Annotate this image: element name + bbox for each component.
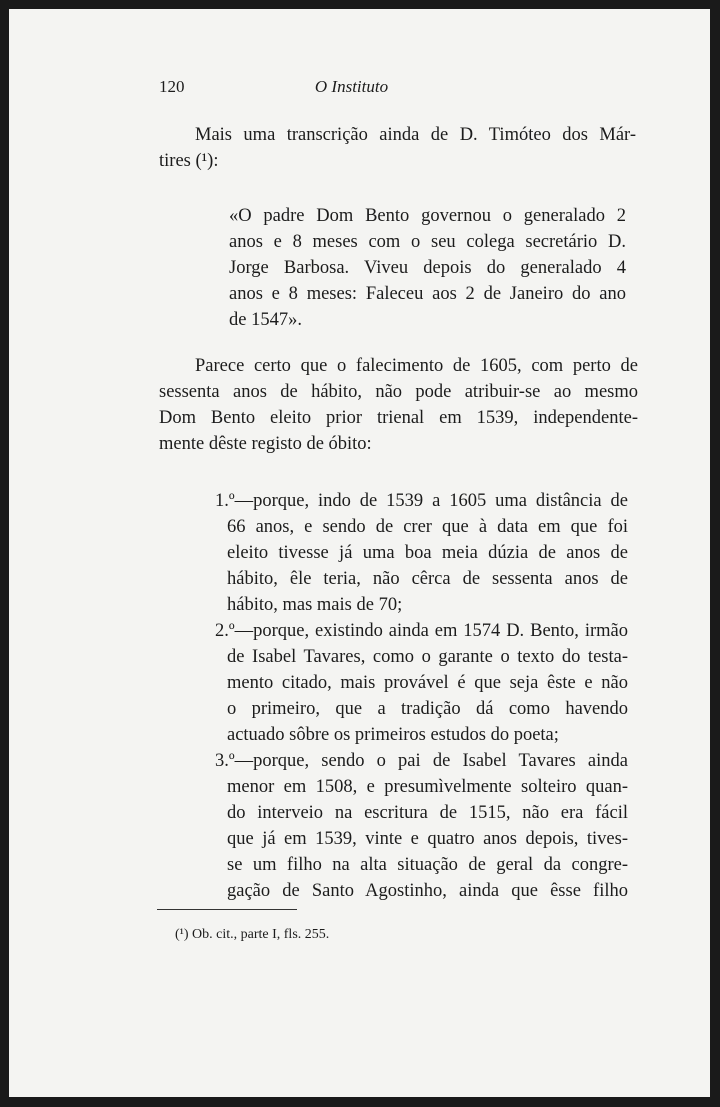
quote-line: anos e 8 meses com o seu colega secretário D.	[229, 232, 626, 252]
reason-line: que já em 1539, vinte e quatro anos depois, tives-	[227, 829, 628, 849]
paragraph-line: mente dêste registo de óbito:	[159, 434, 372, 454]
reason-line: mento citado, mais provável é que seja êste e não	[227, 673, 628, 693]
reason-line: 66 anos, e sendo de crer que à data em que foi	[227, 517, 628, 537]
reason-line: hábito, mas mais de 70;	[227, 595, 403, 615]
reason-line: eleito tivesse já uma boa meia dúzia de anos de	[227, 543, 628, 563]
reason-line: do interveio na escritura de 1515, não era fácil	[227, 803, 628, 823]
quote-line: anos e 8 meses: Faleceu aos 2 de Janeiro do ano	[229, 284, 626, 304]
intro-line: tires (¹):	[159, 151, 219, 171]
reason-line: actuado sôbre os primeiros estudos do poeta;	[227, 725, 559, 745]
running-title: O Instituto	[314, 77, 389, 96]
quote-line: «O padre Dom Bento governou o generalado 2	[229, 206, 626, 226]
reason-line: 2.º—porque, existindo ainda em 1574 D. Bento, irmão	[215, 621, 628, 641]
paragraph-line: Dom Bento eleito prior trienal em 1539, independente-	[159, 408, 638, 428]
reason-line: 1.º—porque, indo de 1539 a 1605 uma distância de	[215, 491, 628, 511]
reason-line: menor em 1508, e presumìvelmente solteiro quan-	[227, 777, 628, 797]
book-page	[9, 9, 710, 1097]
page-number: 120	[159, 77, 185, 96]
paragraph-line: Parece certo que o falecimento de 1605, com perto de	[195, 356, 638, 376]
footnote-rule	[157, 909, 297, 910]
paragraph-line: sessenta anos de hábito, não pode atribuir-se ao mesmo	[159, 382, 638, 402]
reason-line: gação de Santo Agostinho, ainda que êsse filho	[227, 881, 628, 901]
footnote: (¹) Ob. cit., parte I, fls. 255.	[175, 927, 330, 942]
reason-line: se um filho na alta situação de geral da congre-	[227, 855, 628, 875]
reason-line: 3.º—porque, sendo o pai de Isabel Tavares ainda	[215, 751, 628, 771]
quote-line: de 1547».	[229, 310, 302, 330]
reason-line: de Isabel Tavares, como o garante o texto do testa-	[227, 647, 628, 667]
quote-line: Jorge Barbosa. Viveu depois do generalado 4	[229, 258, 626, 278]
reason-line: o primeiro, que a tradição dá como havendo	[227, 699, 628, 719]
intro-line: Mais uma transcrição ainda de D. Timóteo dos Már-	[195, 125, 636, 145]
reason-line: hábito, êle teria, não cêrca de sessenta anos de	[227, 569, 628, 589]
